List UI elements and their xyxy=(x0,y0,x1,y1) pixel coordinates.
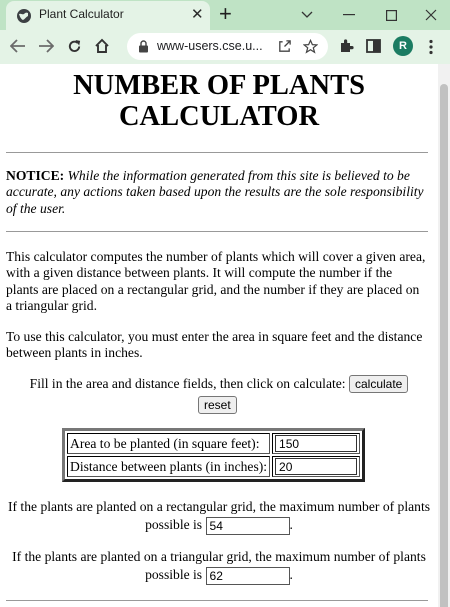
minimize-icon[interactable] xyxy=(330,0,368,30)
intro-paragraph: This calculator computes the number of plants which will cover a given area, with a given distance between plants. It will compute the number if the plants are placed on a rectangular grid, and the number if they are placed on a triangular grid. xyxy=(6,249,426,313)
reset-button[interactable]: reset xyxy=(198,396,237,414)
rectangular-result-text: If the plants are planted on a rectangular grid, the maximum number of plants possible is xyxy=(7,499,431,532)
scrollbar-thumb[interactable] xyxy=(440,84,448,607)
page-viewport xyxy=(0,64,438,607)
profile-avatar[interactable]: R xyxy=(393,36,413,56)
input-table xyxy=(62,428,365,482)
page-title: NUMBER OF PLANTS CALCULATOR xyxy=(73,70,365,132)
close-window-icon[interactable] xyxy=(412,0,450,30)
tab-title: Plant Calculator xyxy=(39,7,124,21)
divider xyxy=(6,600,428,601)
instructions-paragraph: To use this calculator, you must enter the area in square feet and the distance between plants in inches. xyxy=(6,329,423,361)
browser-tab-bar xyxy=(0,0,450,30)
rectangular-result-field[interactable] xyxy=(206,517,290,535)
forward-arrow-icon[interactable] xyxy=(35,35,57,57)
bookmark-star-icon[interactable] xyxy=(303,39,318,54)
triangular-result-text: If the plants are planted on a triangular grid, the maximum number of plants possible is xyxy=(12,549,426,582)
result-suffix: . xyxy=(289,517,293,532)
notice-text: While the information generated from this site is believed to be accurate, any actions taken based upon the results are the sole responsibility of the user. xyxy=(6,168,424,216)
rectangular-result xyxy=(0,498,438,535)
side-panel-icon[interactable] xyxy=(366,39,381,53)
close-tab-icon[interactable]: ✕ xyxy=(191,6,204,23)
area-input[interactable] xyxy=(275,435,357,452)
divider xyxy=(6,231,428,232)
address-bar[interactable] xyxy=(127,33,328,60)
result-suffix: . xyxy=(289,567,293,582)
browser-toolbar xyxy=(0,30,450,64)
share-icon[interactable] xyxy=(277,39,292,54)
url-text[interactable]: www-users.cse.u... xyxy=(157,39,263,53)
globe-icon xyxy=(16,8,32,24)
area-label: Area to be planted (in square feet): xyxy=(67,433,270,454)
table-row xyxy=(67,433,360,454)
new-tab-icon[interactable]: + xyxy=(219,1,232,26)
distance-input[interactable] xyxy=(275,458,357,475)
fill-instruction-text: Fill in the area and distance fields, then click on calculate: xyxy=(29,376,346,391)
triangular-result-field[interactable] xyxy=(206,567,290,585)
triangular-result xyxy=(0,548,438,585)
divider xyxy=(6,152,428,153)
back-arrow-icon[interactable] xyxy=(7,35,29,57)
notice-label: NOTICE: xyxy=(6,168,65,183)
tab-search-chevron-icon[interactable] xyxy=(288,0,326,30)
fill-instruction-line xyxy=(0,375,438,393)
notice-paragraph xyxy=(6,168,428,217)
menu-kebab-icon[interactable] xyxy=(428,39,434,55)
distance-label: Distance between plants (in inches): xyxy=(67,456,270,477)
extensions-puzzle-icon[interactable] xyxy=(339,38,355,54)
lock-icon[interactable] xyxy=(138,40,149,53)
reload-icon[interactable] xyxy=(63,35,85,57)
home-icon[interactable] xyxy=(91,35,113,57)
maximize-icon[interactable] xyxy=(372,0,410,30)
browser-tab[interactable] xyxy=(6,1,210,30)
table-row xyxy=(67,456,360,477)
vertical-scrollbar[interactable] xyxy=(438,64,450,607)
calculate-button[interactable]: calculate xyxy=(349,375,408,393)
